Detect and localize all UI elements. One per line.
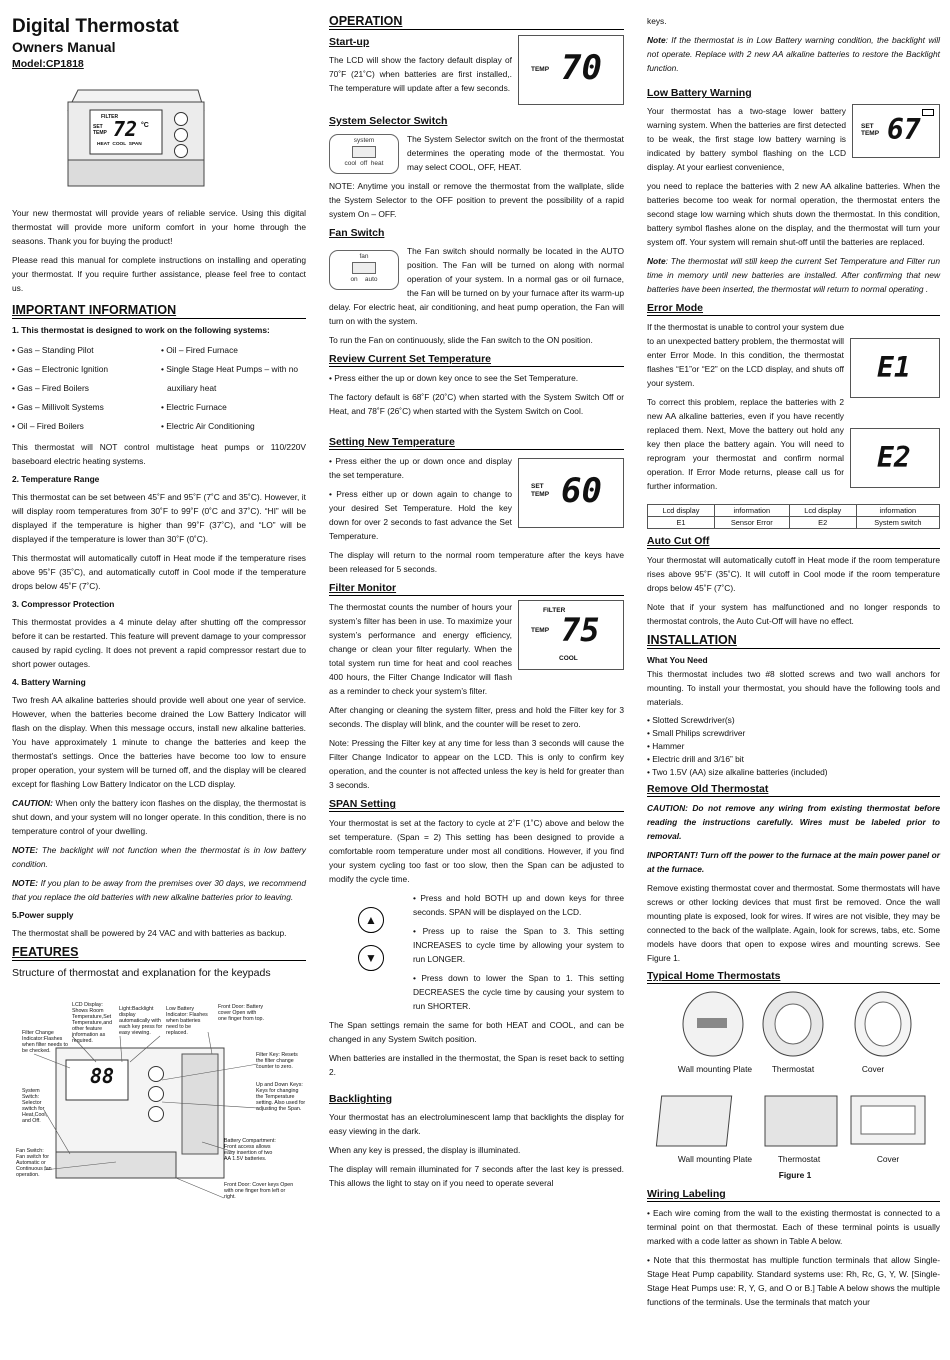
low-battery-lcd (852, 104, 940, 158)
startup-lcd (518, 35, 624, 105)
low-battery-lcd-label-2: TEMP (861, 130, 880, 137)
list-item: • Two 1.5V (AA) size alkaline batteries (included) (647, 767, 828, 777)
fan-bottom-label: on auto (350, 276, 378, 283)
caution-label: CAUTION: (12, 798, 53, 808)
span-bullets (413, 891, 624, 1018)
selector-top-label: system (353, 137, 375, 144)
span-bullet-3: • Press down to lower the Span to 1. This setting DECREASES the cycle time by causing your system to run SHORTER. (413, 973, 624, 1011)
what-you-need-title: What You Need (647, 655, 708, 665)
error-lcd-column (850, 338, 940, 488)
remove-caution: CAUTION: Do not remove any wiring from existing thermostat before reading the instructions carefully. Wires must be labeled prior to removal. (647, 803, 940, 841)
memory-note (647, 254, 940, 296)
table-header: information (856, 505, 939, 517)
set-new-title: Setting New Temperature (329, 436, 624, 450)
filter-paragraph-3: Note: Pressing the Filter key at any time for less than 3 seconds will cause the Filter Change Indicator to appear on the LCD. This is only to confirm key operation, and the counter is not affected unless the key is held for greater than 3 seconds. (329, 738, 624, 790)
installation-paragraph: This thermostat includes two #8 slotted screws and two wall anchors for mounting. To install your thermostat, you should have the following tools and materials. (647, 669, 940, 707)
diagram-lcd-reading: 88 (90, 1064, 115, 1088)
diagram-key-up[interactable] (148, 1086, 164, 1102)
system-item: • Gas – Millivolt Systems (12, 402, 104, 412)
down-arrow-icon[interactable]: ▼ (358, 945, 384, 971)
caution-text: When only the battery icon flashes on the display, the thermostat is shut down, and your system will no longer operate. In this condition, there is no temperature control of your dwelling. (12, 798, 306, 836)
systems-note: This thermostat will NOT control multistage heat pumps or 110/220V baseboard electric heating systems. (12, 442, 306, 466)
review-paragraph-1: • Press either the up or down key once to see the Set Temperature. (329, 373, 579, 383)
cover-key-filter[interactable] (174, 112, 188, 126)
backlight-paragraph-3: The display will remain illuminated for 7 seconds after the last key is pressed. This allows the light to stay on if you need to operate several (329, 1164, 624, 1188)
system-item: • Gas – Electronic Ignition (12, 364, 109, 374)
intro-paragraph-2: Please read this manual for complete instructions on installing and operating your thermostat. If you require further assistance, please feel free to contact us. (12, 255, 306, 293)
error-paragraph-2: To correct this problem, replace the batteries with 2 new AA alkaline batteries, even if you have recently replaced them. Next, Move the battery out hold any key then place the battery again. You will need to reprogram your thermostat and confirm normal operation. If Error Mode returns, please call us for further information. (647, 397, 844, 491)
table-header-row (648, 505, 940, 517)
span-bullet-1: • Press and hold BOTH up and down keys for three seconds. SPAN will be displayed on the LCD. (413, 893, 624, 917)
low-battery-lcd-value: 67 (887, 113, 921, 146)
e1-lcd (850, 338, 940, 398)
battery-warning-paragraph: Two fresh AA alkaline batteries should provide well about one year of service. However, when the batteries become drained the Low Battery Indicator will flash on the display. When this message occurs, install new alkaline batteries. You have approximately 1 minute to change the batteries and keep the thermostat’s settings. Once the batteries have become too low to ensure proper operation, your system will be turned off, and the display will be cleared except for flashing Low Battery Indicator on the LCD display. (12, 695, 306, 789)
cover-key-down[interactable] (174, 144, 188, 158)
filter-monitor-title: Filter Monitor (329, 582, 624, 596)
annotation-backlight: Light:Backlight display automatically with each key press for easy viewing. (119, 1006, 163, 1036)
typical-thermostats-title: Typical Home Thermostats (647, 970, 940, 984)
intro-paragraph-1: Your new thermostat will provide years of reliable service. Using this digital thermostat will provide more uniform comfort in your home through the seasons. Thank you for buying the product! (12, 208, 306, 246)
figure-label: Thermostat (777, 1154, 821, 1164)
fan-paragraph: The Fan switch should normally be located in the AUTO position. The Fan will be turned on along with normal operation of your system. In a normal gas or oil furnace, the Fan will be turned on by your furnace after its warm-up delay. For electric heat, air conditioning, and heat pump operation, the Fan will turn on with the system. (329, 246, 624, 326)
fan-top-label: fan (359, 253, 369, 260)
span-paragraph-2: The Span settings remain the same for both HEAT and COOL, and can be changed in any System Switch position. (329, 1020, 624, 1044)
backlight-paragraph-2: When any key is pressed, the display is illuminated. (329, 1145, 521, 1155)
note-text: : If the thermostat is in Low Battery warning condition, the backlight will not operate. Replace with 2 new AA alkaline batteries to restore the Backlight function. (647, 35, 940, 73)
system-item: • Gas – Standing Pilot (12, 345, 94, 355)
table-cell: System switch (856, 517, 939, 529)
set-new-lcd-value: 60 (561, 471, 602, 511)
annotation-up-down-keys: Up and Down Keys: Keys for changing the Temperature setting. Also used for adjusting the Span. (256, 1082, 306, 1112)
power-supply-paragraph: The thermostat shall be powered by 24 VAC and with batteries as backup. (12, 928, 287, 938)
fan-slider (352, 262, 376, 274)
note-text: If you plan to be away from the premises over 30 days, we recommend that you replace the old batteries with new alkaline batteries prior to leaving. (12, 878, 306, 902)
fan-switch[interactable] (329, 250, 399, 290)
error-mode-title: Error Mode (647, 302, 940, 316)
set-new-lcd-label-2: TEMP (531, 491, 550, 498)
figure-label: Cover (876, 1154, 900, 1164)
note-text: The backlight will not function when the thermostat is in low battery condition. (12, 845, 306, 869)
important-heading: IMPORTANT INFORMATION (12, 303, 306, 319)
annotation-front-door-top: Front Door: Battery cover Open with one finger from top. (218, 1004, 264, 1022)
error-paragraph-1: If the thermostat is unable to control your system due to an unexpected battery problem, the thermostat will enter Error Mode. In this condition, the thermostat flashes “E1”or “E2” on the LCD display, and shuts off your system. (647, 322, 844, 388)
figure-caption: Figure 1 (778, 1170, 812, 1180)
column-3 (647, 0, 940, 1314)
note-text: : The thermostat will still keep the current Set Temperature and Filter run time in memory until new batteries are installed. After confirming that new batteries have been inserted, the thermostat will return to normal operating . (647, 256, 940, 294)
review-paragraph-2: The factory default is 68˚F (20˚C) when started with the System Switch Off or Heat, and 78˚F (26˚C) when started with the System Switch on Cool. (329, 392, 624, 416)
set-new-lcd-label-1: SET (531, 483, 544, 490)
cover-reading: 72 (113, 117, 138, 141)
temp-range-p2: This thermostat will automatically cutoff in Heat mode if the temperature rises above 95˚F (35˚C), and automatically cutoff in Cool mode if the temperature drops below 45˚F (7˚C). (12, 553, 306, 591)
fan-paragraph-2: To run the Fan on continuously, slide the Fan switch to the ON position. (329, 335, 593, 345)
list-item: • Slotted Screwdriver(s) (647, 715, 735, 725)
selector-title: System Selector Switch (329, 115, 448, 127)
cover-key-up[interactable] (174, 128, 188, 142)
compressor-title: 3. Compressor Protection (12, 599, 115, 609)
cover-temp-label: TEMP (93, 130, 107, 136)
filter-lcd (518, 600, 624, 670)
review-title: Review Current Set Temperature (329, 353, 624, 367)
filter-lcd-label-1: FILTER (543, 607, 566, 614)
continued-keys: keys. (647, 16, 667, 26)
span-paragraph-1: Your thermostat is set at the factory to cycle at 2˚F (1˚C) above and below the set temperature. (Span = 2) This setting has been designed to provide a comfortable room temperature under most all conditions. However, if you find your system cycling too fast or too slow, then the Span can be adjusted to modify the cycle time. (329, 818, 624, 884)
backlight-note (647, 33, 940, 75)
cover-mode-labels: HEAT COOL SPAN (97, 142, 142, 147)
note-label: NOTE: (12, 878, 39, 888)
set-new-paragraph-1: • Press either the up or down once and display the set temperature. (329, 456, 512, 480)
table-cell: Sensor Error (714, 517, 789, 529)
table-header: Lcd display (789, 505, 856, 517)
diagram-key-down[interactable] (148, 1106, 164, 1122)
note-away (12, 876, 306, 904)
e2-lcd-value: E2 (877, 441, 911, 474)
wiring-labeling-title: Wiring Labeling (647, 1188, 940, 1202)
annotation-filter-change: Filter Change Indicator:Flashes when filter needs to be checked. (22, 1030, 68, 1054)
note-label: Note (647, 256, 666, 266)
remove-important: INPORTANT! Turn off the power to the furnace at the main power panel or at the furnace. (647, 850, 940, 874)
remove-paragraph: Remove existing thermostat cover and thermostat. Some thermostats will have screws or other locking devices that must first be removed. Once the wall mounting plate is exposed, look for wires. If wires are not visible, they may be connected to the back of the wallplate. Again, look for screws, tabs, etc. Some models have doors that open to expose wires and mounting screws. See Figure 1. (647, 883, 940, 963)
span-bullet-2: • Press up to raise the Span to 3. This setting INCREASES to cycle time by allowing your system to run LONGER. (413, 926, 624, 964)
startup-lcd-value: 70 (561, 48, 602, 88)
figure-label: Cover (861, 1064, 885, 1074)
set-new-lcd (518, 458, 624, 528)
set-new-paragraph-2: • Press either up or down again to change to your desired Set Temperature. Hold the key down for over 2 seconds to fast advance the Set Temperature. (329, 489, 512, 541)
thermostat-illustration (12, 78, 306, 196)
selector-slider (352, 146, 376, 158)
low-battery-lcd-label-1: SET (861, 123, 874, 130)
span-arrow-column (329, 891, 413, 1018)
model-number: Model:CP1818 (12, 58, 84, 70)
cover-lcd (91, 111, 161, 153)
system-selector-switch[interactable] (329, 134, 399, 174)
selector-note: NOTE: Anytime you install or remove the thermostat from the wallplate, slide the System Selector to the OFF position to prevent the possibility of a rapid system On – OFF. (329, 181, 624, 219)
annotation-fan-switch: Fan Switch: Fan switch for Automatic or Continuous fan operation. (16, 1148, 52, 1178)
system-item: • Gas – Fired Boilers (12, 383, 89, 393)
features-heading: FEATURES (12, 945, 306, 961)
filter-paragraph-2: After changing or cleaning the system filter, press and hold the Filter key for 3 seconds. The display will blink, and the counter will be reset to zero. (329, 705, 624, 729)
operation-heading: OPERATION (329, 14, 624, 30)
caution-paragraph (12, 796, 306, 838)
temp-range-p1: This thermostat can be set between 45˚F and 95˚F (7˚C and 35˚C). However, it will display room temperatures from 30˚F to 99˚F (0˚C and 37˚C). “HI” will be displayed if the temperature is higher than 99˚F (37˚C), and “LO” will be displayed if the temperature is lower than 30˚F (0˚C). (12, 492, 306, 544)
startup-paragraph: The LCD will show the factory default display of 70˚F (21˚C) when batteries are first installed,. The temperature will update after a few seconds. (329, 55, 512, 93)
table-cell: E2 (789, 517, 856, 529)
cover-filter-label: FILTER (101, 114, 119, 120)
battery-warning-title: 4. Battery Warning (12, 677, 86, 687)
cover-unit: °C (141, 122, 149, 129)
e2-lcd (850, 428, 940, 488)
annotation-lcd: LCD Display: Shows Room Temperature,Set Temperature,and other feature information as required. (72, 1002, 113, 1044)
error-code-table (647, 504, 940, 529)
table-header: Lcd display (648, 505, 715, 517)
features-diagram (12, 1002, 306, 1220)
filter-lcd-value: 75 (561, 611, 600, 649)
filter-lcd-label-3: COOL (559, 655, 578, 662)
manual-title: Digital Thermostat (12, 16, 179, 37)
system-item: • Oil – Fired Furnace (161, 345, 238, 355)
low-battery-title: Low Battery Warning (647, 87, 752, 99)
figure-label: Wall mounting Plate (677, 1064, 753, 1074)
features-intro: Structure of thermostat and explanation for the keypads (12, 967, 271, 979)
system-item: • Single Stage Heat Pumps – with no (161, 364, 299, 374)
installation-heading: INSTALLATION (647, 633, 940, 649)
compressor-paragraph: This thermostat provides a 4 minute delay after shutting off the compressor before it can be restarted. This feature will prevent damage to your compressor caused by rapid cycling. It does not prevent a rapid compressor restart due to short power outages. (12, 617, 306, 669)
systems-title: 1. This thermostat is designed to work on the following systems: (12, 325, 270, 335)
span-title: SPAN Setting (329, 798, 624, 812)
low-battery-paragraph-2: you need to replace the batteries with 2 new AA alkaline batteries. When the batteries become too weak for normal operation, the thermostat enters the second stage low warning which shuts down the thermostat. In this condition, battery symbol flashes alone on the display, and the thermostat will turn your system off. Your system will remain shut-off until the batteries are replaced. (647, 181, 940, 247)
system-item: • Electric Furnace (161, 402, 227, 412)
annotation-filter-key: Filter Key: Resets the filter change counter to zero. (256, 1052, 298, 1070)
list-item: • Hammer (647, 741, 685, 751)
system-item: auxiliary heat (167, 383, 217, 393)
table-header: information (714, 505, 789, 517)
system-item: • Electric Air Conditioning (161, 421, 255, 431)
note-label: Note (647, 35, 666, 45)
e1-lcd-value: E1 (877, 351, 911, 384)
diagram-key-filter[interactable] (148, 1066, 164, 1082)
annotation-system-switch: System Switch: Selector switch for Heat,Cool, and Off. (22, 1088, 48, 1124)
backlight-title: Backlighting (329, 1093, 393, 1105)
table-cell: E1 (648, 517, 715, 529)
tools-list (647, 714, 940, 779)
fan-title: Fan Switch (329, 227, 385, 239)
column-1 (12, 0, 306, 1220)
column-2 (329, 0, 624, 1195)
span-buttons-block (329, 891, 624, 1018)
figure-1 (647, 988, 940, 1186)
selector-paragraph: The System Selector switch on the front of the thermostat determines the operating mode of the thermostat. You may select COOL, OFF, HEAT. (407, 134, 624, 172)
span-paragraph-3: When batteries are installed in the thermostat, the Span is reset back to setting 2. (329, 1053, 624, 1077)
cover-set-label: SET (93, 124, 103, 130)
filter-lcd-label-2: TEMP (531, 627, 550, 634)
filter-paragraph-1: The thermostat counts the number of hours your system’s filter has been in use. To maximize your system’s performance and energy efficiency, change or clean your filter regularly. When the total system run time for heat and cool reaches 400 hours, the Filter Change Indicator will flash as a reminder to check your system’s filter. (329, 602, 512, 696)
auto-cut-off-title: Auto Cut Off (647, 535, 940, 549)
figure-label: Wall mounting Plate (677, 1154, 753, 1164)
table-row (648, 517, 940, 529)
startup-lcd-label: TEMP (531, 66, 550, 73)
list-item: • Small Philips screwdriver (647, 728, 746, 738)
figure-label: Thermostat (771, 1064, 815, 1074)
auto-cut-off-paragraph-1: Your thermostat will automatically cutoff in Heat mode if the room temperature rises above 95˚F (35˚C). It will cutoff in Cool mode if the room temperature drops below 45˚F (7˚C). (647, 555, 940, 593)
note-backlight (12, 843, 306, 871)
selector-bottom-label: cool off heat (344, 160, 384, 167)
annotation-battery: Battery Compartment: Front access allows easy insertion of two AA 1.5V batteries. (224, 1138, 276, 1162)
note-label: NOTE: (12, 845, 39, 855)
temp-range-title: 2. Temperature Range (12, 474, 100, 484)
auto-cut-off-paragraph-2: Note that if your system has malfunctioned and no longer responds to thermostat controls, the Auto Cut-Off will have no effect. (647, 602, 940, 626)
annotation-low-battery: Low Battery Indicator: Flashes when batteries need to be replaced. (166, 1006, 208, 1036)
power-supply-title: 5.Power supply (12, 910, 74, 920)
set-new-paragraph-3: The display will return to the normal room temperature after the keys have been released for 5 seconds. (329, 550, 624, 574)
wiring-paragraph-2: • Note that this thermostat has multiple function terminals that allow Single-Stage Heat Pump capability. Standard systems use: Rh, Rc, G, Y, W. [Single-Stage Heat Pumps use: R, Y, G, and O or B.] Table A below shows the multiple functions of the terminals. Use the terminals that match your (647, 1255, 940, 1307)
manual-subtitle: Owners Manual (12, 39, 116, 55)
annotation-front-door-bottom: Front Door: Cover keys Open with one finger from left or right. (224, 1182, 294, 1200)
backlight-paragraph-1: Your thermostat has an electroluminescent lamp that backlights the display for easy viewing in the dark. (329, 1112, 624, 1136)
low-battery-paragraph-1: Your thermostat has a two-stage lower battery warning system. When the batteries are first detected to be weak, the first stage low battery warning is indicated by battery symbol flashing on the LCD display. At your earliest convenience, (647, 106, 846, 172)
systems-list (12, 341, 306, 436)
battery-icon (922, 109, 934, 116)
remove-old-title: Remove Old Thermostat (647, 783, 940, 797)
startup-title: Start-up (329, 36, 370, 48)
system-item: • Oil – Fired Boilers (12, 421, 84, 431)
wiring-paragraph-1: • Each wire coming from the wall to the existing thermostat is connected to a terminal point on that thermostat. Each of these terminal points is usually marked with a code latter as shown in Table A below. (647, 1208, 940, 1246)
list-item: • Electric drill and 3/16” bit (647, 754, 744, 764)
up-arrow-icon[interactable]: ▲ (358, 907, 384, 933)
